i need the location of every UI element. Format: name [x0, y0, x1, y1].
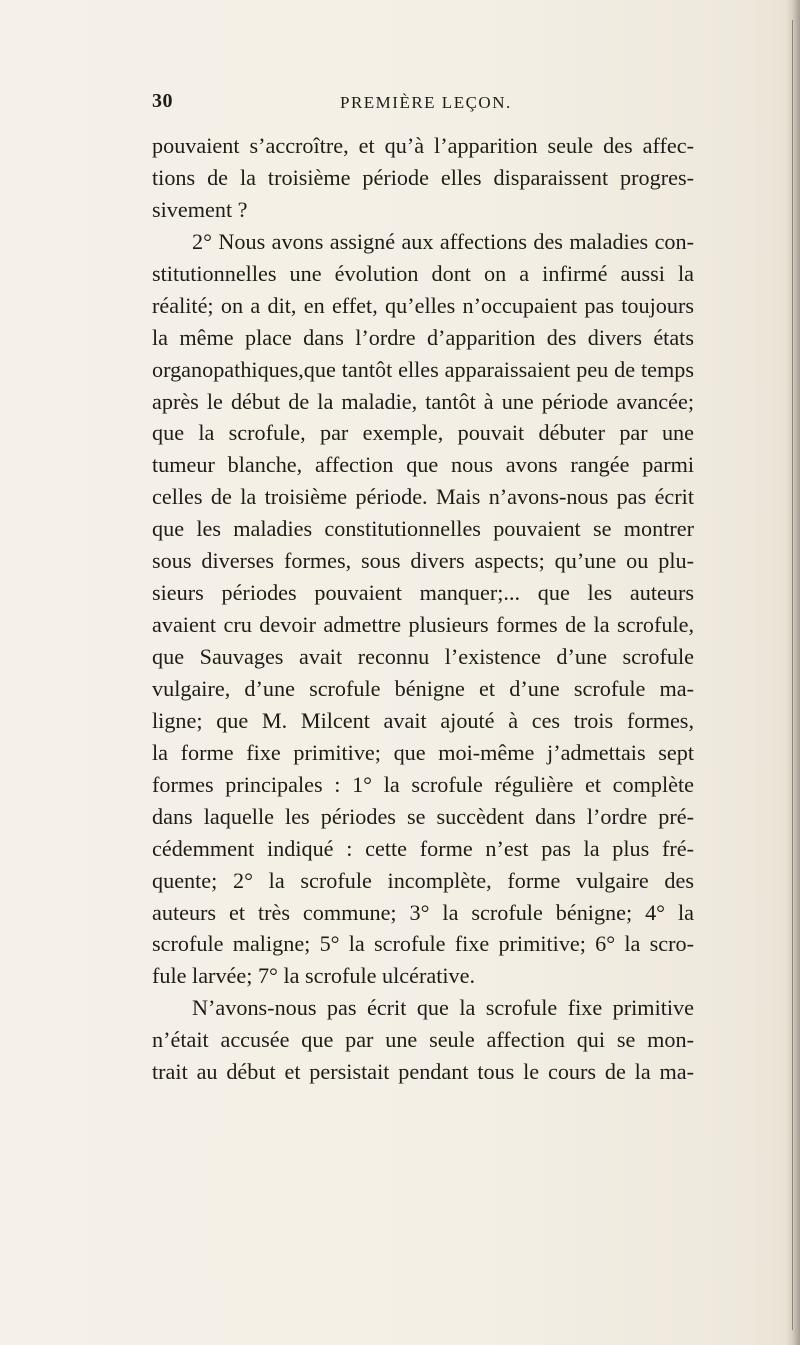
- text-line: vulgaire, d’une scrofule bénigne et d’une scrofule ma-: [152, 675, 694, 701]
- text-line: que Sauvages avait reconnu l’existence d’une scrofule: [152, 644, 694, 669]
- page-header: [152, 90, 692, 120]
- text-line: tions de la troisième période elles disparaissent progres-: [152, 164, 694, 190]
- text-line: cédemment indiqué : cette forme n’est pas la plus fré-: [152, 835, 694, 861]
- text-line: sieurs périodes pouvaient manquer;... que les auteurs: [152, 580, 694, 606]
- text-line: n’était accusée que par une seule affection qui se mon-: [152, 1027, 694, 1053]
- text-line: sivement ?: [152, 196, 248, 222]
- running-head: PREMIÈRE LEÇON.: [340, 93, 512, 112]
- text-line: celles de la troisième période. Mais n’avons-nous pas écrit: [152, 484, 694, 510]
- text-line: formes principales : 1° la scrofule régulière et complète: [152, 771, 694, 797]
- text-line: tumeur blanche, affection que nous avons rangée parmi: [152, 452, 694, 478]
- text-line: ligne; que M. Milcent avait ajouté à ces trois formes,: [152, 707, 694, 733]
- page-number: 30: [152, 90, 173, 112]
- text-line: quente; 2° la scrofule incomplète, forme vulgaire des: [152, 867, 694, 893]
- text-line: que les maladies constitutionnelles pouvaient se montrer: [152, 516, 694, 542]
- text-line: la même place dans l’ordre d’apparition des divers états: [152, 324, 694, 350]
- text-line: fule larvée; 7° la scrofule ulcérative.: [152, 963, 476, 989]
- text-line: après le début de la maladie, tantôt à une période avancée;: [152, 388, 694, 414]
- text-line: dans laquelle les périodes se succèdent dans l’ordre pré-: [152, 803, 694, 829]
- page-edge-line: [792, 20, 793, 1330]
- text-line: avaient cru devoir admettre plusieurs formes de la scrofule,: [152, 612, 694, 638]
- text-line: pouvaient s’accroître, et qu’à l’apparition seule des affec-: [152, 133, 694, 158]
- text-line: 2° Nous avons assigné aux affections des maladies con-: [192, 228, 694, 254]
- page-edge-shadow: [786, 0, 800, 1345]
- body-text: [152, 130, 694, 1088]
- text-line: auteurs et très commune; 3° la scrofule bénigne; 4° la: [152, 899, 694, 925]
- text-line: sous diverses formes, sous divers aspects; qu’une ou plu-: [152, 548, 694, 574]
- text-line: stitutionnelles une évolution dont on a infirmé aussi la: [152, 260, 694, 286]
- text-line: organopathiques,que tantôt elles apparaissaient peu de temps: [152, 356, 694, 382]
- text-line: réalité; on a dit, en effet, qu’elles n’occupaient pas toujours: [152, 292, 694, 318]
- text-line: trait au début et persistait pendant tous le cours de la ma-: [152, 1059, 694, 1085]
- text-line: N’avons-nous pas écrit que la scrofule fixe primitive: [192, 995, 694, 1021]
- text-line: scrofule maligne; 5° la scrofule fixe primitive; 6° la scro-: [152, 931, 694, 957]
- text-line: la forme fixe primitive; que moi-même j’admettais sept: [152, 739, 694, 765]
- text-line: que la scrofule, par exemple, pouvait débuter par une: [152, 420, 694, 446]
